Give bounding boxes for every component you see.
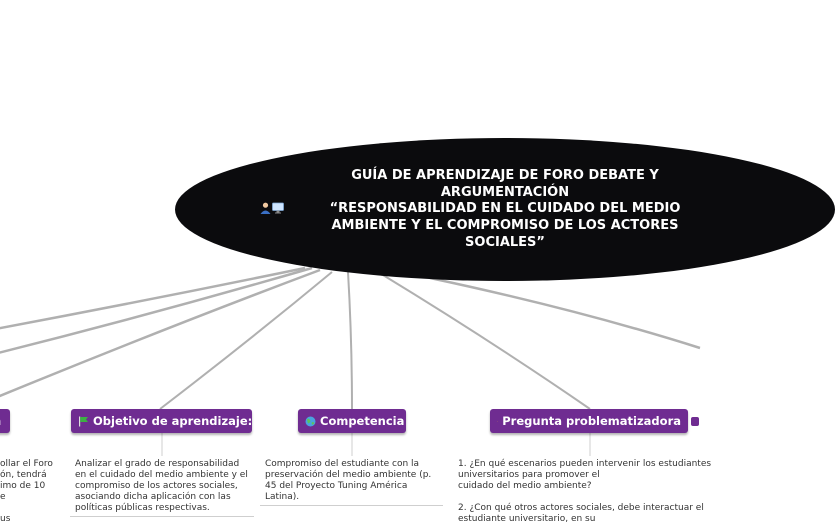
node-left-partial[interactable] xyxy=(0,409,10,433)
node-left-partial-label xyxy=(0,414,1,428)
central-title-line: ARGUMENTACIÓN xyxy=(440,184,570,200)
node-competencia[interactable] xyxy=(298,409,406,433)
link-left-3 xyxy=(0,270,320,400)
note-line: Compromiso del estudiante con la xyxy=(265,459,420,469)
note-line: estudiante universitario, en su xyxy=(458,514,596,524)
collapse-toggle-icon[interactable] xyxy=(691,417,699,426)
note-line: 1. ¿En qué escenarios pueden intervenir los estudiantes xyxy=(458,459,712,469)
note-line: 45 del Proyecto Tuning América xyxy=(265,481,408,491)
note-line: 2. ¿Con qué otros actores sociales, debe interactuar el xyxy=(458,503,704,513)
globe-icon xyxy=(305,416,316,427)
central-title-line: “RESPONSABILIDAD EN EL CUIDADO DEL MEDIO xyxy=(329,201,681,217)
note-line xyxy=(0,503,60,514)
central-title xyxy=(310,168,700,252)
note-line: preservación del medio ambiente (p. xyxy=(265,470,432,480)
link-left-2 xyxy=(0,268,312,355)
note-divider xyxy=(70,516,254,517)
note-divider xyxy=(260,505,443,506)
computer-icon xyxy=(272,202,284,214)
note-line xyxy=(458,492,696,503)
link-left-1 xyxy=(0,268,305,330)
central-title-line: AMBIENTE Y EL COMPROMISO DE LOS ACTORES xyxy=(331,218,679,234)
note-line: imo de 10 xyxy=(0,481,46,491)
note-line: políticas públicas respectivas. xyxy=(75,503,210,513)
note-line: ón, tendrá xyxy=(0,470,47,480)
person-icon xyxy=(260,202,271,214)
note-left-partial xyxy=(0,459,60,525)
note-line: asociando dicha aplicación con las xyxy=(75,492,231,502)
flag-icon xyxy=(78,416,89,427)
node-competencia-label: Competencia xyxy=(320,414,405,428)
note-line: cuidado del medio ambiente? xyxy=(458,481,592,491)
node-pregunta-label: Pregunta problematizadora xyxy=(502,414,681,428)
note-line: Latina). xyxy=(265,492,300,502)
note-objetivo xyxy=(75,459,260,514)
central-title-line: GUÍA DE APRENDIZAJE DE FORO DEBATE Y xyxy=(351,168,659,183)
note-pregunta xyxy=(458,459,712,525)
note-line: us xyxy=(0,514,11,524)
link-competencia xyxy=(348,272,352,409)
quill-icon xyxy=(497,416,498,427)
note-competencia xyxy=(265,459,443,503)
central-title-line: SOCIALES” xyxy=(465,234,545,250)
note-line: Analizar el grado de responsabilidad xyxy=(75,459,240,469)
note-line: e xyxy=(0,492,6,502)
note-line: ollar el Foro xyxy=(0,459,53,469)
link-pregunta xyxy=(378,272,590,409)
note-line: universitarios para promover el xyxy=(458,470,600,480)
note-line: compromiso de los actores sociales, xyxy=(75,481,238,491)
note-line: en el cuidado del medio ambiente y el xyxy=(75,470,248,480)
link-right xyxy=(430,278,700,348)
central-icons xyxy=(260,202,284,214)
node-objetivo-label: Objetivo de aprendizaje: xyxy=(93,414,253,428)
node-pregunta[interactable] xyxy=(490,409,688,433)
node-objetivo[interactable] xyxy=(71,409,252,433)
